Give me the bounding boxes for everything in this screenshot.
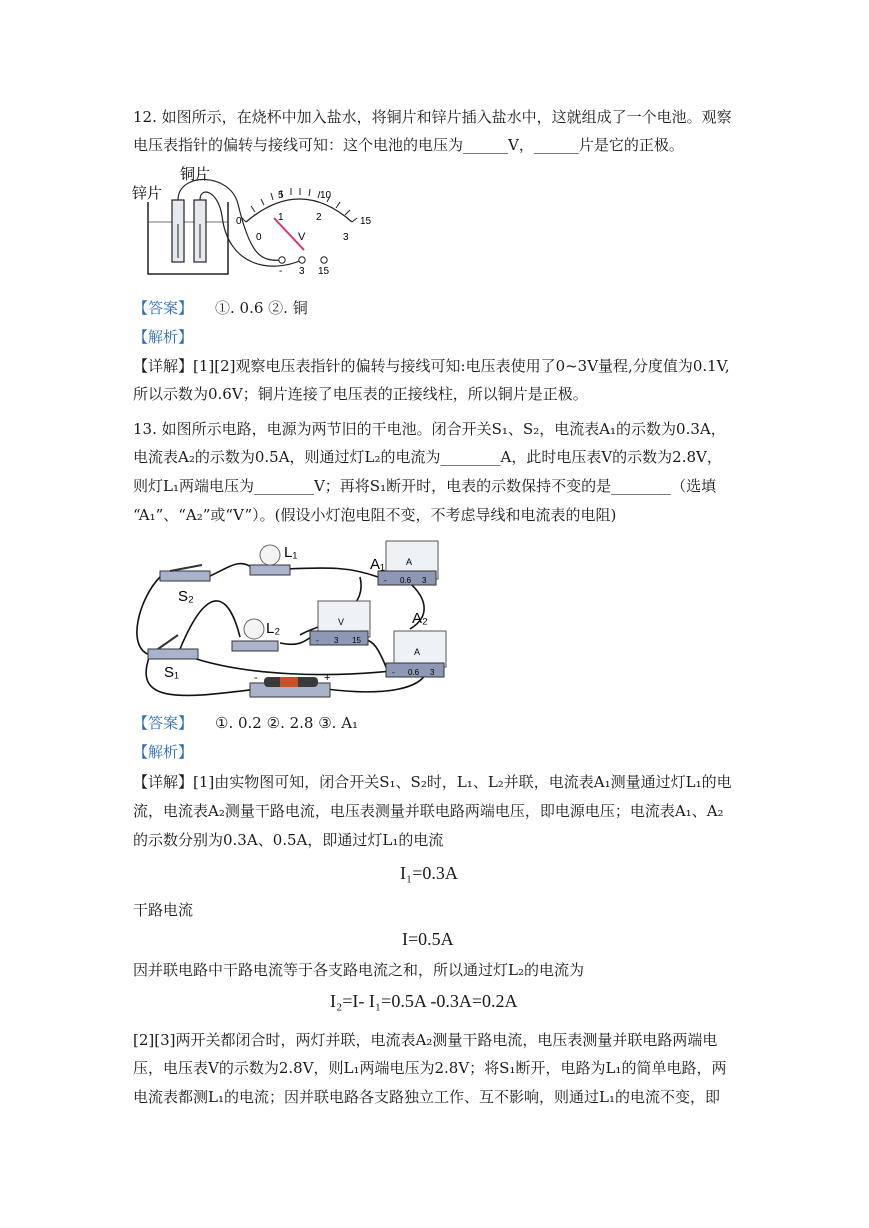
q12-answer-text: ①. 0.6 ②. 铜 <box>215 299 308 317</box>
q12-line-1: 12. 如图所示，在烧杯中加入盐水，将铜片和锌片插入盐水中，这就组成了一个电池。观察 <box>133 108 732 126</box>
q13-detail-1 <box>133 772 732 792</box>
a2-symbol: A <box>414 647 421 657</box>
ammeter-a1-label: A₁ <box>370 556 386 573</box>
q13-answer-text: ①. 0.2 ②. 2.8 ③. A₁ <box>215 714 359 732</box>
v-terminal-minus: - <box>316 636 319 645</box>
v-terminal-15: 15 <box>352 636 361 645</box>
a2-terminal-minus: - <box>392 668 395 677</box>
a2-terminal-06: 0.6 <box>408 668 420 677</box>
q12-answer <box>133 298 308 318</box>
q13-line-2: 电流表A₂的示数为0.5A，则通过灯L₂的电流为________A，此时电压表V的示数为2.8V， <box>133 448 722 466</box>
q13-line-4: “A₁”、“A₂”或“V”）。(假设小灯泡电阻不变，不考虑导线和电流表的电阻) <box>133 506 617 524</box>
q12-detail-1 <box>133 356 730 376</box>
q12-detail-text-1: [1][2]观察电压表指针的偏转与接线可知:电压表使用了0~3V量程,分度值为0.1V, <box>193 357 730 375</box>
q13-detail-2: 流，电流表A₂测量干路电流，电压表测量并联电路两端电压，即电源电压；电流表A₁、A₂ <box>133 802 724 820</box>
scale-top-0: 0 <box>236 216 242 227</box>
v-terminal-3: 3 <box>334 636 339 645</box>
equation-i2: I₂=I- I₁=0.5A -0.3A=0.2A <box>330 991 518 1011</box>
q13-detail-3: 的示数分别为0.3A、0.5A，即通过灯L₁的电流 <box>133 831 444 849</box>
q13-answer-tag: 【答案】 <box>133 714 194 732</box>
a1-terminal-3: 3 <box>422 576 427 585</box>
battery-plus: + <box>324 672 331 684</box>
scale-top-5: 5 <box>278 190 284 201</box>
q13-detail-tag: 【详解】 <box>133 773 194 791</box>
q13-circuit-figure <box>130 537 450 707</box>
q12-analysis-tag: 【解析】 <box>133 328 194 346</box>
equation-i: I=0.5A <box>402 929 454 949</box>
q13-detail-6: 电流表都测L₁的电流；因并联电路各支路独立工作、互不影响，则通过L₁的电流不变，即 <box>133 1088 720 1106</box>
q13-detail-text-1: [1]由实物图可知，闭合开关S₁、S₂时，L₁、L₂并联，电流表A₁测量通过灯L₁的电 <box>193 773 732 791</box>
terminal-15: 15 <box>318 266 330 277</box>
scale-top-10: 10 <box>320 190 332 201</box>
switch-s1-label: S₁ <box>164 664 180 681</box>
a2-terminal-3: 3 <box>430 668 435 677</box>
scale-bottom-2: 2 <box>316 212 322 223</box>
a1-symbol: A <box>406 557 413 567</box>
voltmeter-symbol: V <box>338 617 345 627</box>
q13-detail-4: [2][3]两开关都闭合时，两灯并联，电流表A₂测量干路电流，电压表测量并联电路两端电 <box>133 1031 718 1049</box>
terminal-minus: - <box>279 266 283 277</box>
switch-s2-label: S₂ <box>178 588 194 605</box>
q13-line-1: 13. 如图所示电路，电源为两节旧的干电池。闭合开关S₁、S₂，电流表A₁的示数为0.3A， <box>133 420 726 438</box>
zinc-label: 锌片 <box>132 185 163 202</box>
scale-top-15: 15 <box>360 216 372 227</box>
q13-line-3: 则灯L₁两端电压为________V；再将S₁断开时，电表的示数保持不变的是________（选填 <box>133 477 717 495</box>
lamp-l1-label: L₁ <box>284 544 298 561</box>
q12-line-2: 电压表指针的偏转与接线可知：这个电池的电压为______V，______片是它的正极。 <box>133 136 684 154</box>
q12-battery-voltmeter-figure <box>130 164 390 282</box>
a1-terminal-minus: - <box>384 576 387 585</box>
scale-bottom-3: 3 <box>343 232 349 243</box>
q12-answer-tag: 【答案】 <box>133 299 194 317</box>
equation-i1: I₁=0.3A <box>400 863 458 883</box>
q12-detail-2: 所以示数为0.6V；铜片连接了电压表的正接线柱，所以铜片是正极。 <box>133 385 588 403</box>
a1-terminal-06: 0.6 <box>400 576 412 585</box>
battery-minus: - <box>254 672 258 684</box>
q13-answer <box>133 713 358 733</box>
q13-detail-5: 压，电压表V的示数为2.8V，则L₁两端电压为2.8V；将S₁断开，电路为L₁的简单电路，两 <box>133 1059 727 1077</box>
scale-bottom-1: 1 <box>278 212 284 223</box>
ammeter-a2-label: A₂ <box>412 610 428 627</box>
q13-mid-1: 干路电流 <box>133 901 194 919</box>
copper-label: 铜片 <box>180 166 211 183</box>
scale-bottom-0: 0 <box>256 232 262 243</box>
meter-symbol: V <box>298 231 306 243</box>
terminal-3: 3 <box>299 266 305 277</box>
q13-mid-2: 因并联电路中干路电流等于各支路电流之和，所以通过灯L₂的电流为 <box>133 961 584 979</box>
q13-analysis-tag: 【解析】 <box>133 743 194 761</box>
q12-detail-tag: 【详解】 <box>133 357 194 375</box>
lamp-l2-label: L₂ <box>266 620 281 637</box>
